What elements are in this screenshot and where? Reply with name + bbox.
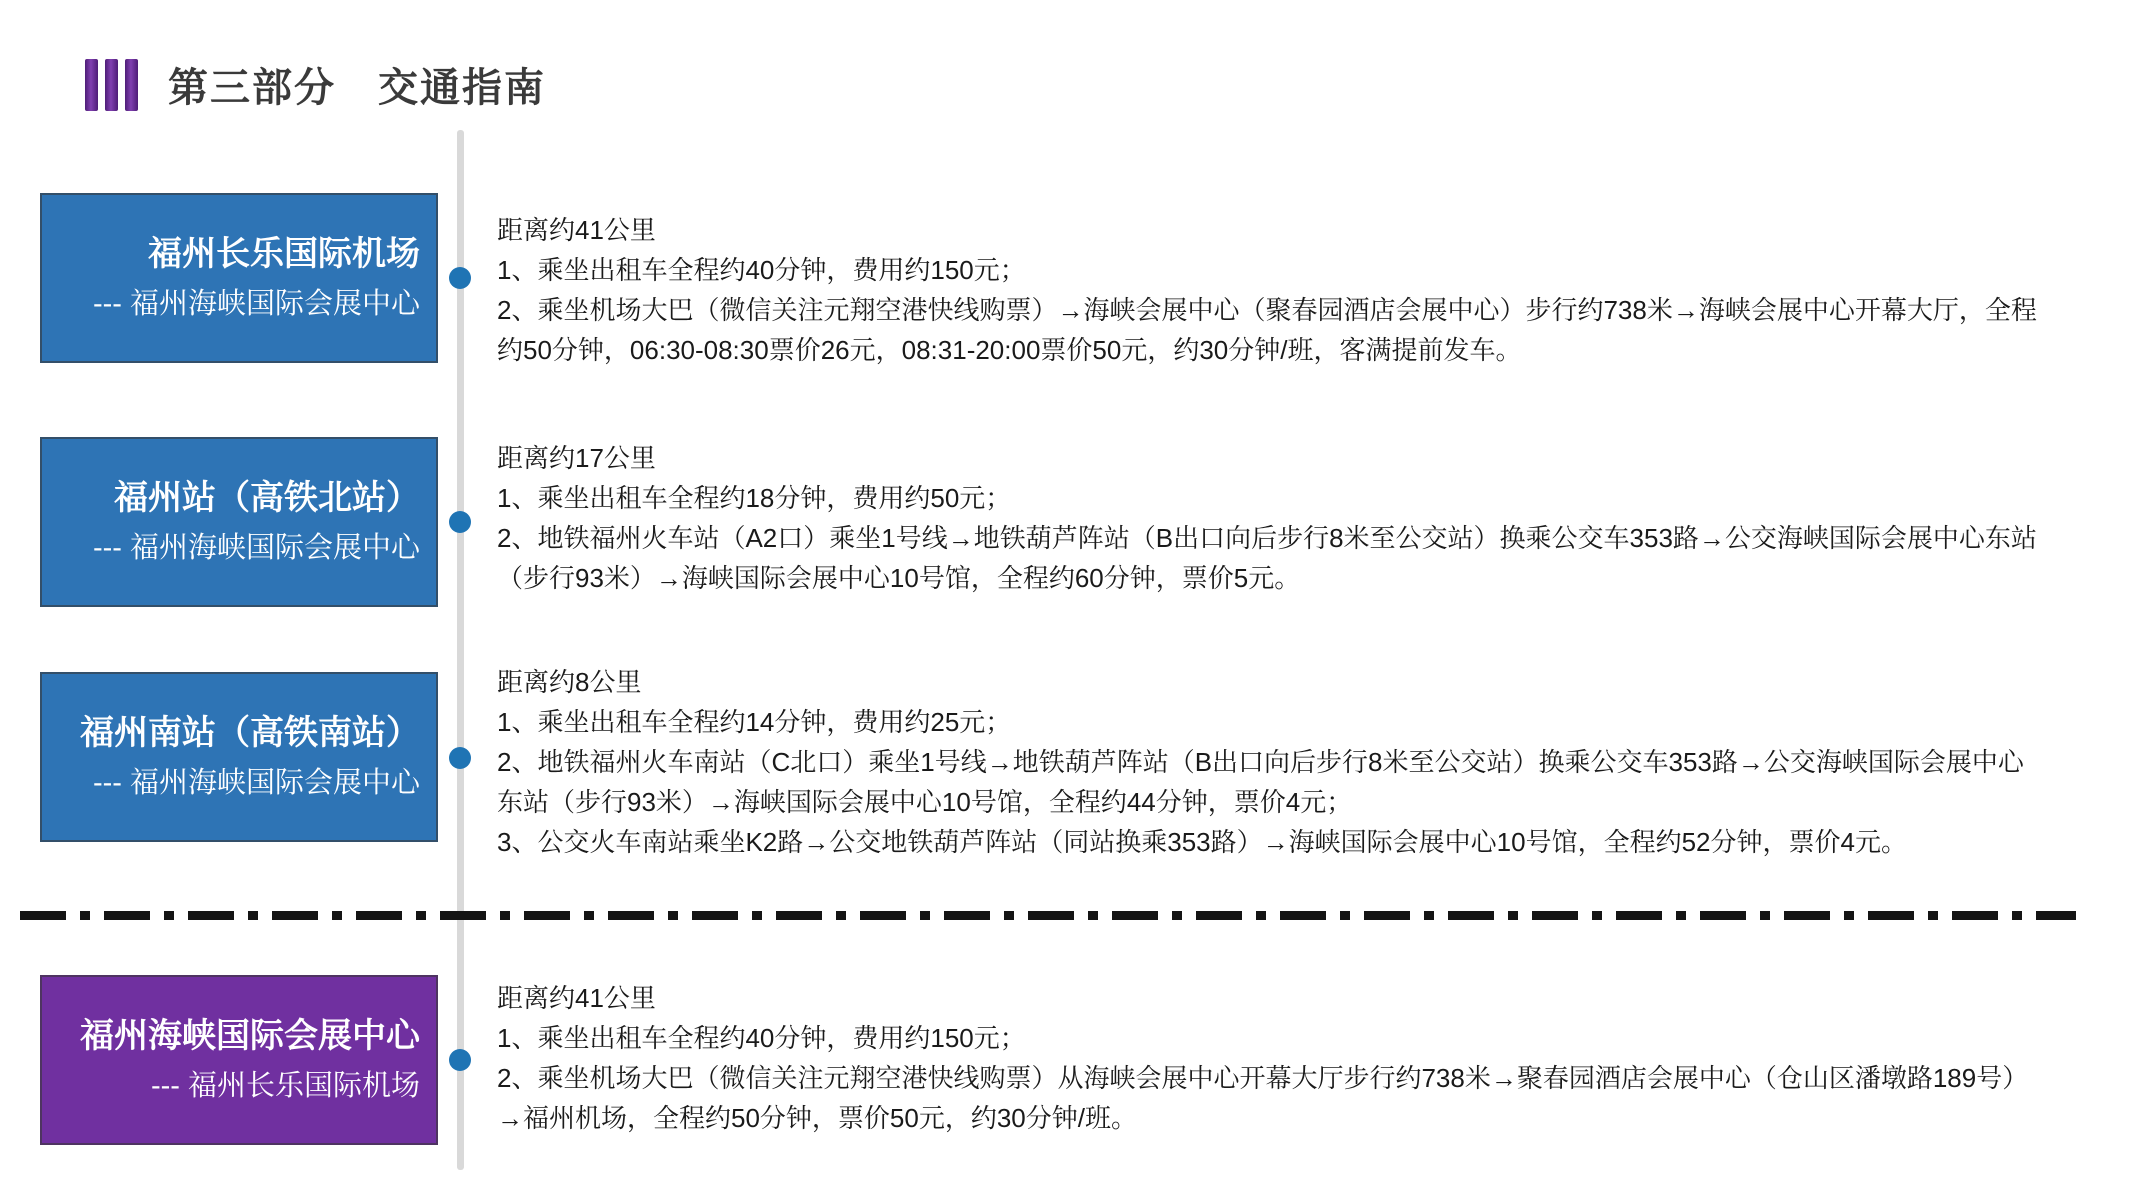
- route-card-airport-to-center: [40, 193, 438, 363]
- timeline-dot: [449, 267, 471, 289]
- timeline-dot: [449, 747, 471, 769]
- timeline-dot: [449, 1049, 471, 1071]
- route-detail-line: 2、地铁福州火车南站（C北口）乘坐1号线→地铁葫芦阵站（B出口向后步行8米至公交站）换乘公交车353路→公交海峡国际会展中心东站（步行93米）→海峡国际会展中心10号馆，全程约44分钟，票价4元；: [497, 747, 2024, 817]
- route-destination: --- 福州海峡国际会展中心: [92, 288, 420, 320]
- marker-bar-icon: [85, 59, 98, 111]
- route-origin: 福州站（高铁北站）: [114, 479, 420, 518]
- route-destination: --- 福州海峡国际会展中心: [92, 767, 420, 799]
- section-header: [85, 56, 546, 113]
- route-destination: --- 福州长乐国际机场: [150, 1070, 420, 1102]
- route-detail-line: 距离约17公里: [497, 443, 656, 473]
- route-details: [497, 210, 2045, 370]
- route-detail-line: 距离约41公里: [497, 215, 656, 245]
- route-origin: 福州长乐国际机场: [148, 235, 420, 274]
- section-marker-bars-icon: [85, 59, 138, 111]
- route-detail-line: 1、乘坐出租车全程约40分钟，费用约150元；: [497, 255, 1026, 285]
- timeline-dot: [449, 511, 471, 533]
- route-card-south-station-to-center: [40, 672, 438, 842]
- route-destination: --- 福州海峡国际会展中心: [92, 532, 420, 564]
- separator-dashed-line: [20, 911, 2076, 920]
- marker-bar-icon: [125, 59, 138, 111]
- route-detail-line: 距离约41公里: [497, 983, 656, 1013]
- route-detail-line: 距离约8公里: [497, 667, 642, 697]
- marker-bar-icon: [105, 59, 118, 111]
- route-detail-line: 2、地铁福州火车站（A2口）乘坐1号线→地铁葫芦阵站（B出口向后步行8米至公交站）换乘公交车353路→公交海峡国际会展中心东站（步行93米）→海峡国际会展中心10号馆，全程约60分钟，票价5元。: [497, 523, 2037, 593]
- route-detail-line: 2、乘坐机场大巴（微信关注元翔空港快线购票）从海峡会展中心开幕大厅步行约738米→聚春园酒店会展中心（仓山区潘墩路189号）→福州机场，全程约50分钟，票价50元，约30分钟/班。: [497, 1063, 2029, 1133]
- route-details: [497, 438, 2045, 598]
- route-card-north-station-to-center: [40, 437, 438, 607]
- route-detail-line: 3、公交火车南站乘坐K2路→公交地铁葫芦阵站（同站换乘353路）→海峡国际会展中心10号馆，全程约52分钟，票价4元。: [497, 827, 1907, 857]
- route-detail-line: 1、乘坐出租车全程约40分钟，费用约150元；: [497, 1023, 1026, 1053]
- route-detail-line: 2、乘坐机场大巴（微信关注元翔空港快线购票）→海峡会展中心（聚春园酒店会展中心）步行约738米→海峡会展中心开幕大厅，全程约50分钟，06:30-08:30票价26元，08:31-20:00票价50元，约30分钟/班，客满提前发车。: [497, 295, 2037, 365]
- route-detail-line: 1、乘坐出租车全程约18分钟，费用约50元；: [497, 483, 1012, 513]
- route-origin: 福州海峡国际会展中心: [80, 1017, 420, 1056]
- route-detail-line: 1、乘坐出租车全程约14分钟，费用约25元；: [497, 707, 1012, 737]
- route-card-center-to-airport: [40, 975, 438, 1145]
- page-title: 第三部分 交通指南: [168, 66, 546, 110]
- route-details: [497, 662, 2045, 862]
- route-details: [497, 978, 2045, 1138]
- route-origin: 福州南站（高铁南站）: [80, 714, 420, 753]
